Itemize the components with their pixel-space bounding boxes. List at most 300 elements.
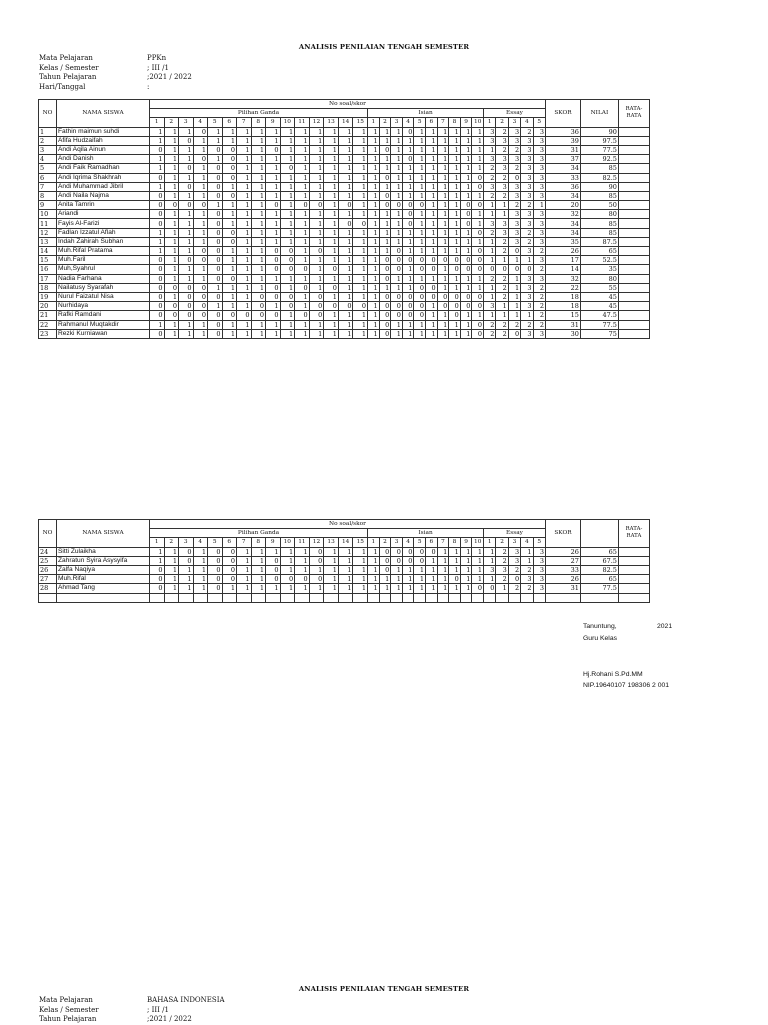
isian-score: 0 xyxy=(379,302,391,311)
essay-score: 3 xyxy=(508,155,520,164)
blank-cell xyxy=(309,593,324,602)
isian-score: 1 xyxy=(391,145,403,154)
skor-value: 37 xyxy=(545,155,580,164)
pg-score: 0 xyxy=(208,556,223,565)
row-number: 14 xyxy=(39,247,57,256)
pg-score: 1 xyxy=(150,164,165,173)
isian-score: 1 xyxy=(426,274,438,283)
isian-score: 1 xyxy=(460,247,472,256)
isian-score: 1 xyxy=(414,584,426,593)
pg-score: 1 xyxy=(237,547,252,556)
pg-score: 1 xyxy=(295,164,310,173)
pg-score: 1 xyxy=(266,584,281,593)
pg-score: 1 xyxy=(222,247,237,256)
essay-score: 3 xyxy=(496,136,508,145)
isian-score: 1 xyxy=(449,191,461,200)
pg-score: 1 xyxy=(295,302,310,311)
isian-score: 1 xyxy=(414,155,426,164)
essay-score: 2 xyxy=(496,274,508,283)
nilai-value: 35 xyxy=(580,265,618,274)
blank-cell xyxy=(338,593,353,602)
pg-score: 1 xyxy=(353,210,368,219)
essay-score: 3 xyxy=(508,182,520,191)
rata-value xyxy=(618,210,649,219)
rata-value xyxy=(618,219,649,228)
pg-number: 13 xyxy=(324,538,339,547)
isian-score: 1 xyxy=(368,329,380,338)
isian-score: 1 xyxy=(379,155,391,164)
pg-score: 1 xyxy=(353,256,368,265)
rata-value xyxy=(618,228,649,237)
isian-score: 1 xyxy=(402,283,414,292)
pg-score: 1 xyxy=(309,155,324,164)
skor-value: 34 xyxy=(545,191,580,200)
essay-score: 1 xyxy=(496,584,508,593)
essay-score: 2 xyxy=(533,292,545,301)
pg-score: 1 xyxy=(353,575,368,584)
essay-score: 2 xyxy=(484,164,496,173)
isian-score: 0 xyxy=(472,182,484,191)
essay-score: 2 xyxy=(496,283,508,292)
isian-score: 1 xyxy=(472,274,484,283)
essay-score: 2 xyxy=(484,228,496,237)
pg-score: 1 xyxy=(353,311,368,320)
pg-score: 1 xyxy=(150,155,165,164)
pg-score: 1 xyxy=(309,127,324,136)
pg-score: 1 xyxy=(338,256,353,265)
isian-score: 1 xyxy=(391,283,403,292)
pg-score: 1 xyxy=(324,145,339,154)
isian-score: 1 xyxy=(460,164,472,173)
pg-score: 1 xyxy=(193,274,208,283)
isian-score: 1 xyxy=(391,219,403,228)
pg-score: 0 xyxy=(266,283,281,292)
skor-value: 32 xyxy=(545,210,580,219)
pg-score: 0 xyxy=(222,191,237,200)
pg-score: 1 xyxy=(193,556,208,565)
row-number: 25 xyxy=(39,556,57,565)
isian-score: 1 xyxy=(472,556,484,565)
isian-score: 1 xyxy=(379,136,391,145)
essay-score: 2 xyxy=(496,547,508,556)
meta-value: ;2021 / 2022 xyxy=(147,73,192,82)
isian-score: 1 xyxy=(402,265,414,274)
pg-score: 1 xyxy=(295,173,310,182)
student-name: Andi Iqrima Shakhrah xyxy=(57,173,150,182)
pg-score: 1 xyxy=(309,256,324,265)
isian-score: 1 xyxy=(426,320,438,329)
nilai-header xyxy=(580,520,618,548)
essay-score: 1 xyxy=(508,311,520,320)
pg-score: 0 xyxy=(150,274,165,283)
pg-score: 1 xyxy=(164,565,179,574)
pg-score: 1 xyxy=(324,556,339,565)
pg-score: 1 xyxy=(295,565,310,574)
nilai-value: 85 xyxy=(580,219,618,228)
essay-score: 1 xyxy=(484,575,496,584)
isian-score: 1 xyxy=(449,274,461,283)
pg-score: 0 xyxy=(280,247,295,256)
pg-score: 0 xyxy=(222,556,237,565)
isian-score: 1 xyxy=(437,584,449,593)
isian-score: 0 xyxy=(460,210,472,219)
table-row xyxy=(39,302,650,311)
isian-score: 1 xyxy=(449,155,461,164)
pg-score: 1 xyxy=(324,155,339,164)
pg-score: 1 xyxy=(324,201,339,210)
pg-score: 0 xyxy=(150,565,165,574)
isian-score: 1 xyxy=(414,127,426,136)
pg-score: 0 xyxy=(208,547,223,556)
blank-cell xyxy=(222,593,237,602)
essay-score: 2 xyxy=(484,191,496,200)
table-row xyxy=(39,320,650,329)
rata-value xyxy=(618,247,649,256)
pg-score: 0 xyxy=(324,265,339,274)
pg-score: 0 xyxy=(150,311,165,320)
isian-score: 0 xyxy=(379,556,391,565)
pg-number: 8 xyxy=(251,538,266,547)
meta-value: PPKn xyxy=(147,54,167,62)
pg-score: 1 xyxy=(164,556,179,565)
nilai-value: 47.5 xyxy=(580,311,618,320)
pg-score: 1 xyxy=(280,191,295,200)
isian-score: 1 xyxy=(368,237,380,246)
rata-value xyxy=(618,164,649,173)
isian-score: 1 xyxy=(472,145,484,154)
pg-score: 0 xyxy=(164,302,179,311)
pg-score: 0 xyxy=(179,283,194,292)
pg-score: 1 xyxy=(338,164,353,173)
meta-label: Tahun Pelajaran xyxy=(39,1015,97,1024)
isian-score: 1 xyxy=(437,329,449,338)
pg-score: 0 xyxy=(309,575,324,584)
pg-score: 1 xyxy=(179,575,194,584)
pg-score: 1 xyxy=(280,228,295,237)
header-row xyxy=(39,520,650,529)
pg-score: 1 xyxy=(251,191,266,200)
isian-score: 1 xyxy=(437,173,449,182)
pg-score: 1 xyxy=(324,274,339,283)
meta-label: Mata Pelajaran xyxy=(39,54,93,62)
pg-score: 1 xyxy=(208,127,223,136)
pg-score: 1 xyxy=(280,283,295,292)
isian-score: 0 xyxy=(472,247,484,256)
isian-score: 1 xyxy=(472,575,484,584)
pg-score: 1 xyxy=(237,556,252,565)
isian-score: 1 xyxy=(402,329,414,338)
pg-score: 1 xyxy=(222,302,237,311)
isian-score: 1 xyxy=(426,191,438,200)
isian-score: 0 xyxy=(379,191,391,200)
isian-score: 1 xyxy=(379,210,391,219)
isian-score: 0 xyxy=(402,256,414,265)
isian-score: 1 xyxy=(368,155,380,164)
pg-score: 0 xyxy=(237,311,252,320)
isian-score: 1 xyxy=(379,127,391,136)
blank-cell xyxy=(39,593,57,602)
pg-score: 1 xyxy=(295,210,310,219)
blank-cell xyxy=(472,593,484,602)
pg-score: 1 xyxy=(251,575,266,584)
essay-score: 1 xyxy=(484,145,496,154)
pg-score: 0 xyxy=(280,265,295,274)
essay-number: 1 xyxy=(484,538,496,547)
isian-score: 1 xyxy=(449,201,461,210)
nilai-value: 77.5 xyxy=(580,584,618,593)
nilai-value: 97.5 xyxy=(580,136,618,145)
pg-score: 1 xyxy=(324,565,339,574)
isian-score: 0 xyxy=(449,575,461,584)
student-name: Rezki Kurniawan xyxy=(57,329,150,338)
pg-score: 1 xyxy=(222,136,237,145)
isian-score: 1 xyxy=(414,575,426,584)
pg-score: 1 xyxy=(193,210,208,219)
nilai-value: 65 xyxy=(580,547,618,556)
isian-score: 1 xyxy=(414,219,426,228)
isian-score: 0 xyxy=(402,155,414,164)
pg-score: 1 xyxy=(251,265,266,274)
pg-score: 1 xyxy=(237,575,252,584)
isian-score: 0 xyxy=(472,265,484,274)
col-no-header: NO xyxy=(39,520,57,548)
pg-score: 1 xyxy=(164,329,179,338)
isian-score: 0 xyxy=(472,173,484,182)
isian-score: 1 xyxy=(437,201,449,210)
pg-score: 1 xyxy=(280,210,295,219)
pg-score: 1 xyxy=(280,547,295,556)
isian-header: Isian xyxy=(368,109,484,118)
pg-score: 1 xyxy=(222,219,237,228)
essay-score: 3 xyxy=(521,182,533,191)
meta-row xyxy=(39,73,192,83)
pg-score: 1 xyxy=(164,292,179,301)
isian-score: 1 xyxy=(437,127,449,136)
pg-score: 0 xyxy=(179,556,194,565)
isian-score: 0 xyxy=(449,292,461,301)
isian-score: 1 xyxy=(472,237,484,246)
essay-score: 2 xyxy=(484,173,496,182)
pg-score: 1 xyxy=(309,329,324,338)
pg-score: 1 xyxy=(150,136,165,145)
essay-score: 3 xyxy=(521,274,533,283)
essay-score: 2 xyxy=(521,127,533,136)
rata-value xyxy=(618,256,649,265)
pg-score: 1 xyxy=(309,237,324,246)
essay-score: 0 xyxy=(484,265,496,274)
isian-score: 0 xyxy=(379,256,391,265)
isian-score: 1 xyxy=(426,575,438,584)
row-number: 28 xyxy=(39,584,57,593)
isian-score: 0 xyxy=(472,292,484,301)
pg-score: 1 xyxy=(324,329,339,338)
essay-score: 3 xyxy=(521,283,533,292)
essay-score: 1 xyxy=(484,556,496,565)
isian-score: 1 xyxy=(368,283,380,292)
pg-score: 1 xyxy=(150,547,165,556)
pg-score: 1 xyxy=(164,219,179,228)
essay-score: 3 xyxy=(508,219,520,228)
essay-number: 2 xyxy=(496,538,508,547)
meta-label: Kelas / Semester xyxy=(39,63,99,72)
isian-score: 1 xyxy=(379,247,391,256)
meta-value: : xyxy=(147,82,150,91)
pg-score: 1 xyxy=(237,136,252,145)
row-number: 27 xyxy=(39,575,57,584)
essay-score: 3 xyxy=(496,219,508,228)
pg-score: 0 xyxy=(208,575,223,584)
blank-cell xyxy=(251,593,266,602)
table-row xyxy=(39,247,650,256)
pg-score: 1 xyxy=(251,210,266,219)
essay-score: 1 xyxy=(521,556,533,565)
pg-score: 0 xyxy=(251,302,266,311)
pg-score: 1 xyxy=(266,155,281,164)
essay-score: 3 xyxy=(508,556,520,565)
pg-score: 0 xyxy=(338,201,353,210)
row-number: 16 xyxy=(39,265,57,274)
student-name: Muh.Rifal xyxy=(57,575,150,584)
pg-score: 1 xyxy=(251,228,266,237)
isian-score: 1 xyxy=(368,210,380,219)
row-number: 15 xyxy=(39,256,57,265)
pg-number: 14 xyxy=(338,118,353,127)
essay-score: 3 xyxy=(521,191,533,200)
essay-score: 3 xyxy=(533,256,545,265)
pg-score: 1 xyxy=(309,191,324,200)
isian-score: 0 xyxy=(426,283,438,292)
isian-number: 7 xyxy=(437,118,449,127)
col-no-header: NO xyxy=(39,100,57,128)
isian-score: 1 xyxy=(391,182,403,191)
pg-score: 1 xyxy=(295,127,310,136)
isian-score: 1 xyxy=(402,584,414,593)
student-name: Afifa Hudzaifah xyxy=(57,136,150,145)
essay-score: 2 xyxy=(484,274,496,283)
essay-score: 2 xyxy=(521,565,533,574)
meta-value: ; III /1 xyxy=(147,1005,169,1014)
pg-score: 1 xyxy=(237,191,252,200)
rata-value xyxy=(618,237,649,246)
blank-cell xyxy=(208,593,223,602)
pg-score: 1 xyxy=(179,191,194,200)
isian-score: 1 xyxy=(391,320,403,329)
pg-score: 0 xyxy=(295,311,310,320)
pg-score: 1 xyxy=(295,292,310,301)
essay-score: 3 xyxy=(533,565,545,574)
rata-value xyxy=(618,311,649,320)
isian-score: 1 xyxy=(437,210,449,219)
isian-number: 7 xyxy=(437,538,449,547)
isian-score: 1 xyxy=(414,247,426,256)
nilai-value: 50 xyxy=(580,201,618,210)
row-number: 26 xyxy=(39,565,57,574)
isian-score: 1 xyxy=(426,556,438,565)
pg-score: 1 xyxy=(237,292,252,301)
isian-score: 0 xyxy=(414,201,426,210)
pg-score: 1 xyxy=(251,219,266,228)
isian-score: 0 xyxy=(402,219,414,228)
pg-score: 1 xyxy=(266,164,281,173)
pg-number: 5 xyxy=(208,118,223,127)
pg-score: 1 xyxy=(237,302,252,311)
isian-score: 1 xyxy=(426,311,438,320)
student-name: Fayis Al-Farizi xyxy=(57,219,150,228)
isian-score: 1 xyxy=(368,565,380,574)
row-number: 12 xyxy=(39,228,57,237)
pg-score: 0 xyxy=(222,155,237,164)
isian-score: 1 xyxy=(437,265,449,274)
isian-score: 1 xyxy=(391,274,403,283)
pg-number: 3 xyxy=(179,538,194,547)
pg-score: 0 xyxy=(208,584,223,593)
rata-value xyxy=(618,127,649,136)
pg-score: 1 xyxy=(193,182,208,191)
pg-score: 1 xyxy=(237,173,252,182)
row-number: 1 xyxy=(39,127,57,136)
isian-score: 0 xyxy=(426,292,438,301)
isian-score: 1 xyxy=(449,329,461,338)
blank-cell xyxy=(57,593,150,602)
pg-score: 1 xyxy=(222,584,237,593)
student-name: Andi Danish xyxy=(57,155,150,164)
student-name: Andi Muhammad Jibril xyxy=(57,182,150,191)
pg-score: 1 xyxy=(222,256,237,265)
essay-score: 3 xyxy=(521,164,533,173)
pg-score: 1 xyxy=(251,164,266,173)
skor-header: SKOR xyxy=(545,520,580,548)
isian-score: 0 xyxy=(460,219,472,228)
essay-score: 3 xyxy=(521,155,533,164)
essay-score: 3 xyxy=(508,191,520,200)
pg-score: 1 xyxy=(324,173,339,182)
rata-value xyxy=(618,565,649,574)
pg-number: 11 xyxy=(295,538,310,547)
pg-score: 1 xyxy=(237,565,252,574)
essay-score: 1 xyxy=(496,256,508,265)
rata-value xyxy=(618,556,649,565)
pg-score: 1 xyxy=(266,320,281,329)
row-number: 17 xyxy=(39,274,57,283)
pg-score: 1 xyxy=(280,127,295,136)
pg-score: 1 xyxy=(353,565,368,574)
pg-score: 1 xyxy=(324,584,339,593)
isian-score: 1 xyxy=(414,274,426,283)
pg-score: 1 xyxy=(353,584,368,593)
isian-score: 0 xyxy=(379,292,391,301)
pg-score: 0 xyxy=(208,237,223,246)
pg-score: 1 xyxy=(324,311,339,320)
pg-score: 1 xyxy=(164,155,179,164)
skor-value: 18 xyxy=(545,302,580,311)
pg-score: 0 xyxy=(295,201,310,210)
student-name: Muh.Faril xyxy=(57,256,150,265)
student-name: Zahratun Syira Asysyifa xyxy=(57,556,150,565)
table-row xyxy=(39,575,650,584)
table-row xyxy=(39,556,650,565)
isian-score: 0 xyxy=(414,311,426,320)
rata-value xyxy=(618,584,649,593)
essay-score: 1 xyxy=(484,201,496,210)
isian-score: 0 xyxy=(391,256,403,265)
pg-score: 1 xyxy=(193,228,208,237)
isian-score: 0 xyxy=(414,547,426,556)
rata-value xyxy=(618,329,649,338)
pg-score: 1 xyxy=(338,127,353,136)
isian-score: 0 xyxy=(391,292,403,301)
isian-score: 0 xyxy=(472,320,484,329)
pg-number: 10 xyxy=(280,538,295,547)
